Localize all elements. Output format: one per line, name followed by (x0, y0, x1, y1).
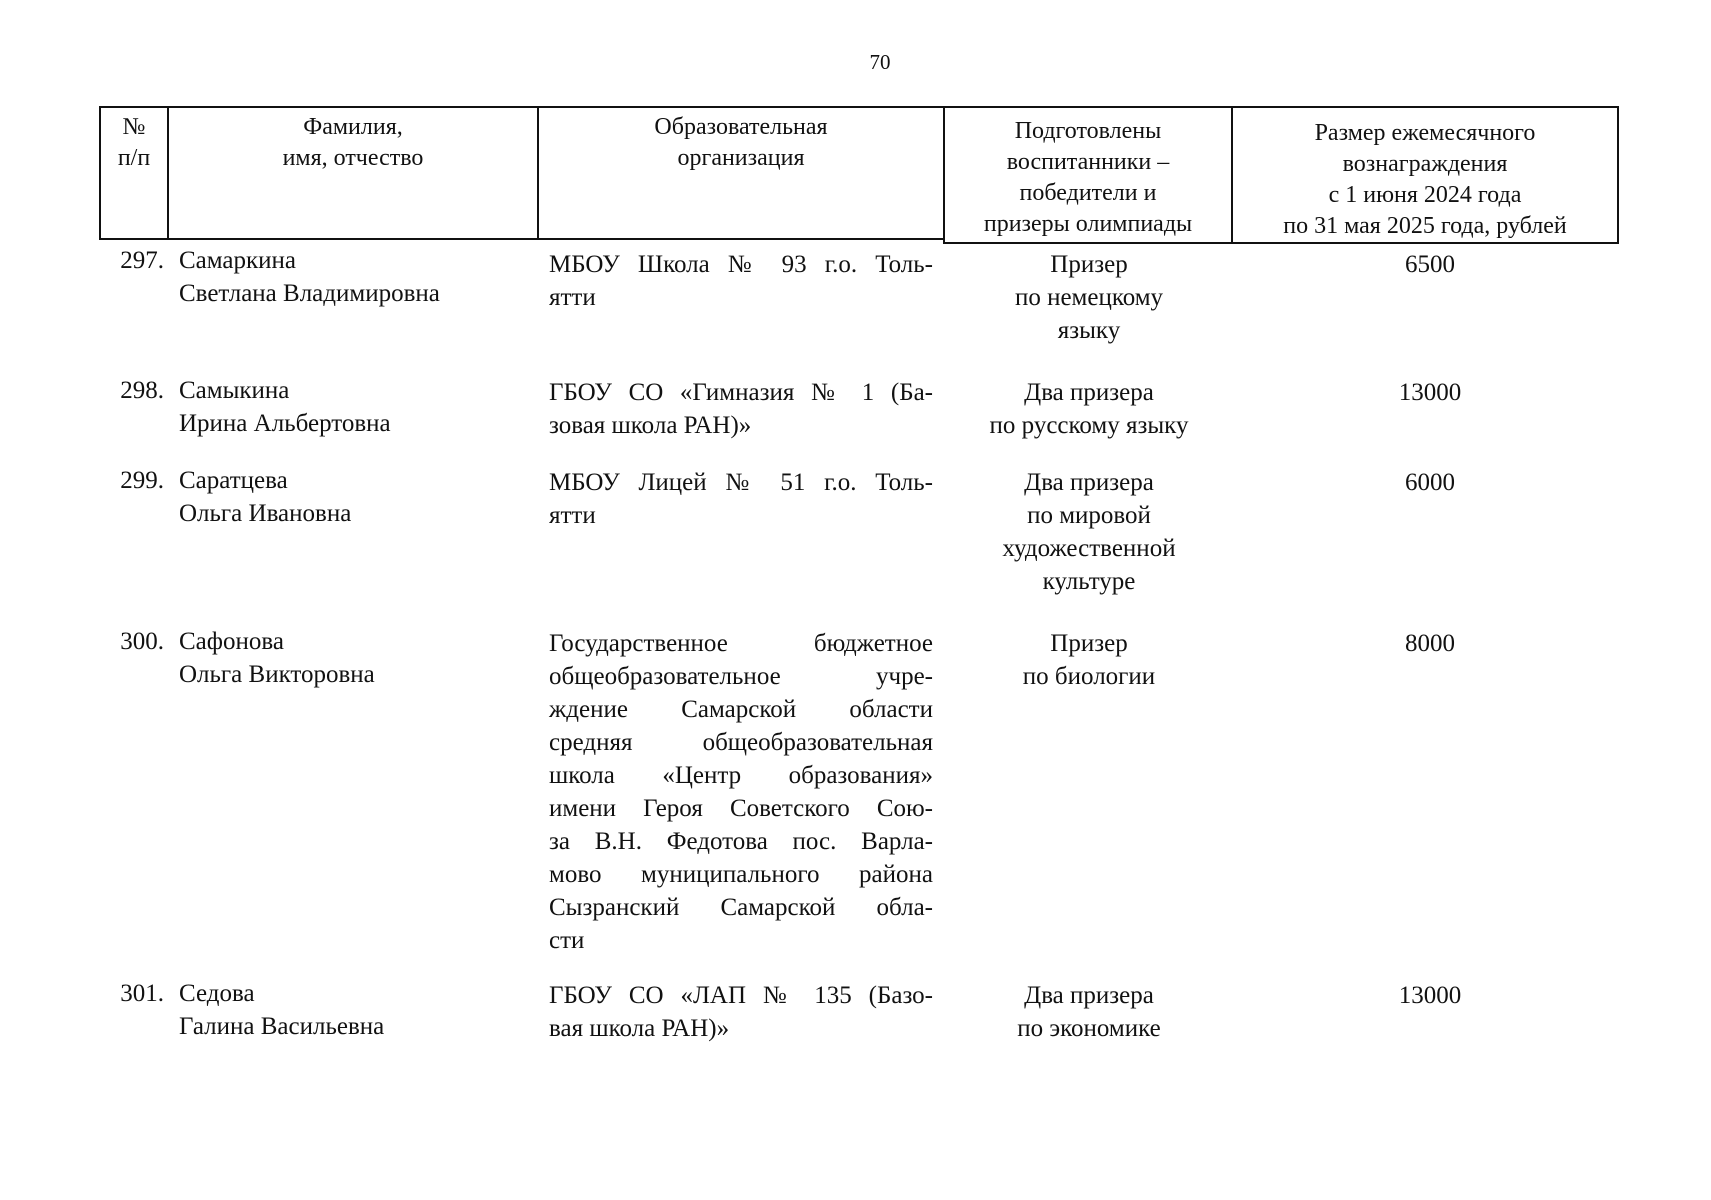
org-line: Государственное бюджетное (549, 630, 933, 657)
prepared-line: художественной (1002, 535, 1176, 562)
payment-amount: 6500 (1405, 251, 1455, 278)
header-text: имя, отчество (282, 145, 424, 171)
name-line: Сафонова (179, 628, 284, 655)
header-number-column (99, 106, 169, 240)
prepared-line: Призер (1050, 251, 1128, 278)
org-line: мово муниципального района (549, 861, 933, 888)
header-text: вознаграждения (1342, 151, 1508, 177)
header-text: п/п (117, 145, 151, 171)
prepared-line: культуре (1042, 568, 1136, 595)
name-line: Саратцева (179, 467, 288, 494)
header-payment-column (1231, 106, 1619, 244)
header-text: призеры олимпиады (983, 211, 1193, 237)
org-line: ятти (549, 284, 596, 311)
prepared-line: языку (1057, 317, 1121, 344)
prepared-line: по мировой (1027, 502, 1151, 529)
prepared-line: Два призера (1024, 982, 1154, 1009)
page-number: 70 (869, 50, 891, 74)
name-line: Светлана Владимировна (179, 280, 440, 307)
prepared-winners (944, 248, 1234, 347)
person-name (179, 977, 539, 1043)
row-number: 298. (120, 377, 164, 404)
org-line: средняя общеобразовательная (549, 729, 933, 756)
person-name (179, 464, 539, 530)
org-line: зовая школа РАН)» (549, 412, 752, 439)
header-text: Подготовлены (1014, 118, 1162, 144)
row-number: 301. (120, 980, 164, 1007)
name-line: Ольга Викторовна (179, 661, 375, 688)
header-text: Образовательная (654, 114, 828, 140)
prepared-line: Два призера (1024, 469, 1154, 496)
payment-amount: 8000 (1405, 630, 1455, 657)
payment-amount: 13000 (1398, 379, 1462, 406)
header-organization-column (537, 106, 945, 240)
person-name (179, 374, 539, 440)
header-text: Размер ежемесячного (1314, 120, 1536, 146)
org-line: ждение Самарской области (549, 696, 933, 723)
org-line: сти (549, 927, 585, 954)
organization (549, 248, 933, 314)
header-text: Фамилия, (303, 114, 403, 140)
prepared-winners (944, 979, 1234, 1045)
org-line: за В.Н. Федотова пос. Варла- (549, 828, 933, 855)
table-header (99, 106, 1619, 242)
org-line: общеобразовательное учре- (549, 663, 933, 690)
org-line: вая школа РАН)» (549, 1015, 730, 1042)
header-prepared-column (943, 106, 1233, 244)
payment-amount: 13000 (1398, 982, 1462, 1009)
org-line: ГБОУ СО «Гимназия № 1 (Ба- (549, 379, 933, 406)
header-text: организация (677, 145, 805, 171)
name-line: Ирина Альбертовна (179, 410, 391, 437)
payment-amount: 6000 (1405, 469, 1455, 496)
org-line: МБОУ Лицей № 51 г.о. Толь- (549, 469, 933, 496)
organization (549, 376, 933, 442)
prepared-line: по немецкому (1014, 284, 1164, 311)
org-line: школа «Центр образования» (549, 762, 933, 789)
prepared-line: по русскому языку (989, 412, 1189, 439)
person-name (179, 625, 539, 691)
org-line: имени Героя Советского Сою- (549, 795, 933, 822)
name-line: Самыкина (179, 377, 290, 404)
person-name (179, 244, 539, 310)
name-line: Ольга Ивановна (179, 500, 352, 527)
organization (549, 466, 933, 532)
org-line: Сызранский Самарской обла- (549, 894, 933, 921)
row-number: 297. (120, 247, 164, 274)
name-line: Самаркина (179, 247, 297, 274)
org-line: МБОУ Школа № 93 г.о. Толь- (549, 251, 933, 278)
org-line: ятти (549, 502, 596, 529)
prepared-winners (944, 466, 1234, 598)
prepared-line: по биологии (1022, 663, 1156, 690)
header-text: воспитанники – (1006, 149, 1170, 175)
prepared-winners (944, 376, 1234, 442)
organization (549, 979, 933, 1045)
header-text: № (122, 114, 146, 140)
row-number: 300. (120, 628, 164, 655)
organization (549, 627, 933, 957)
row-number: 299. (120, 467, 164, 494)
name-line: Галина Васильевна (179, 1013, 385, 1040)
header-name-column (167, 106, 539, 240)
prepared-line: Два призера (1024, 379, 1154, 406)
org-line: ГБОУ СО «ЛАП № 135 (Базо- (549, 982, 933, 1009)
prepared-winners (944, 627, 1234, 693)
header-text: с 1 июня 2024 года (1328, 182, 1522, 208)
prepared-line: Призер (1050, 630, 1128, 657)
header-text: победители и (1019, 180, 1157, 206)
prepared-line: по экономике (1017, 1015, 1161, 1042)
name-line: Седова (179, 980, 255, 1007)
header-text: по 31 мая 2025 года, рублей (1283, 213, 1567, 239)
